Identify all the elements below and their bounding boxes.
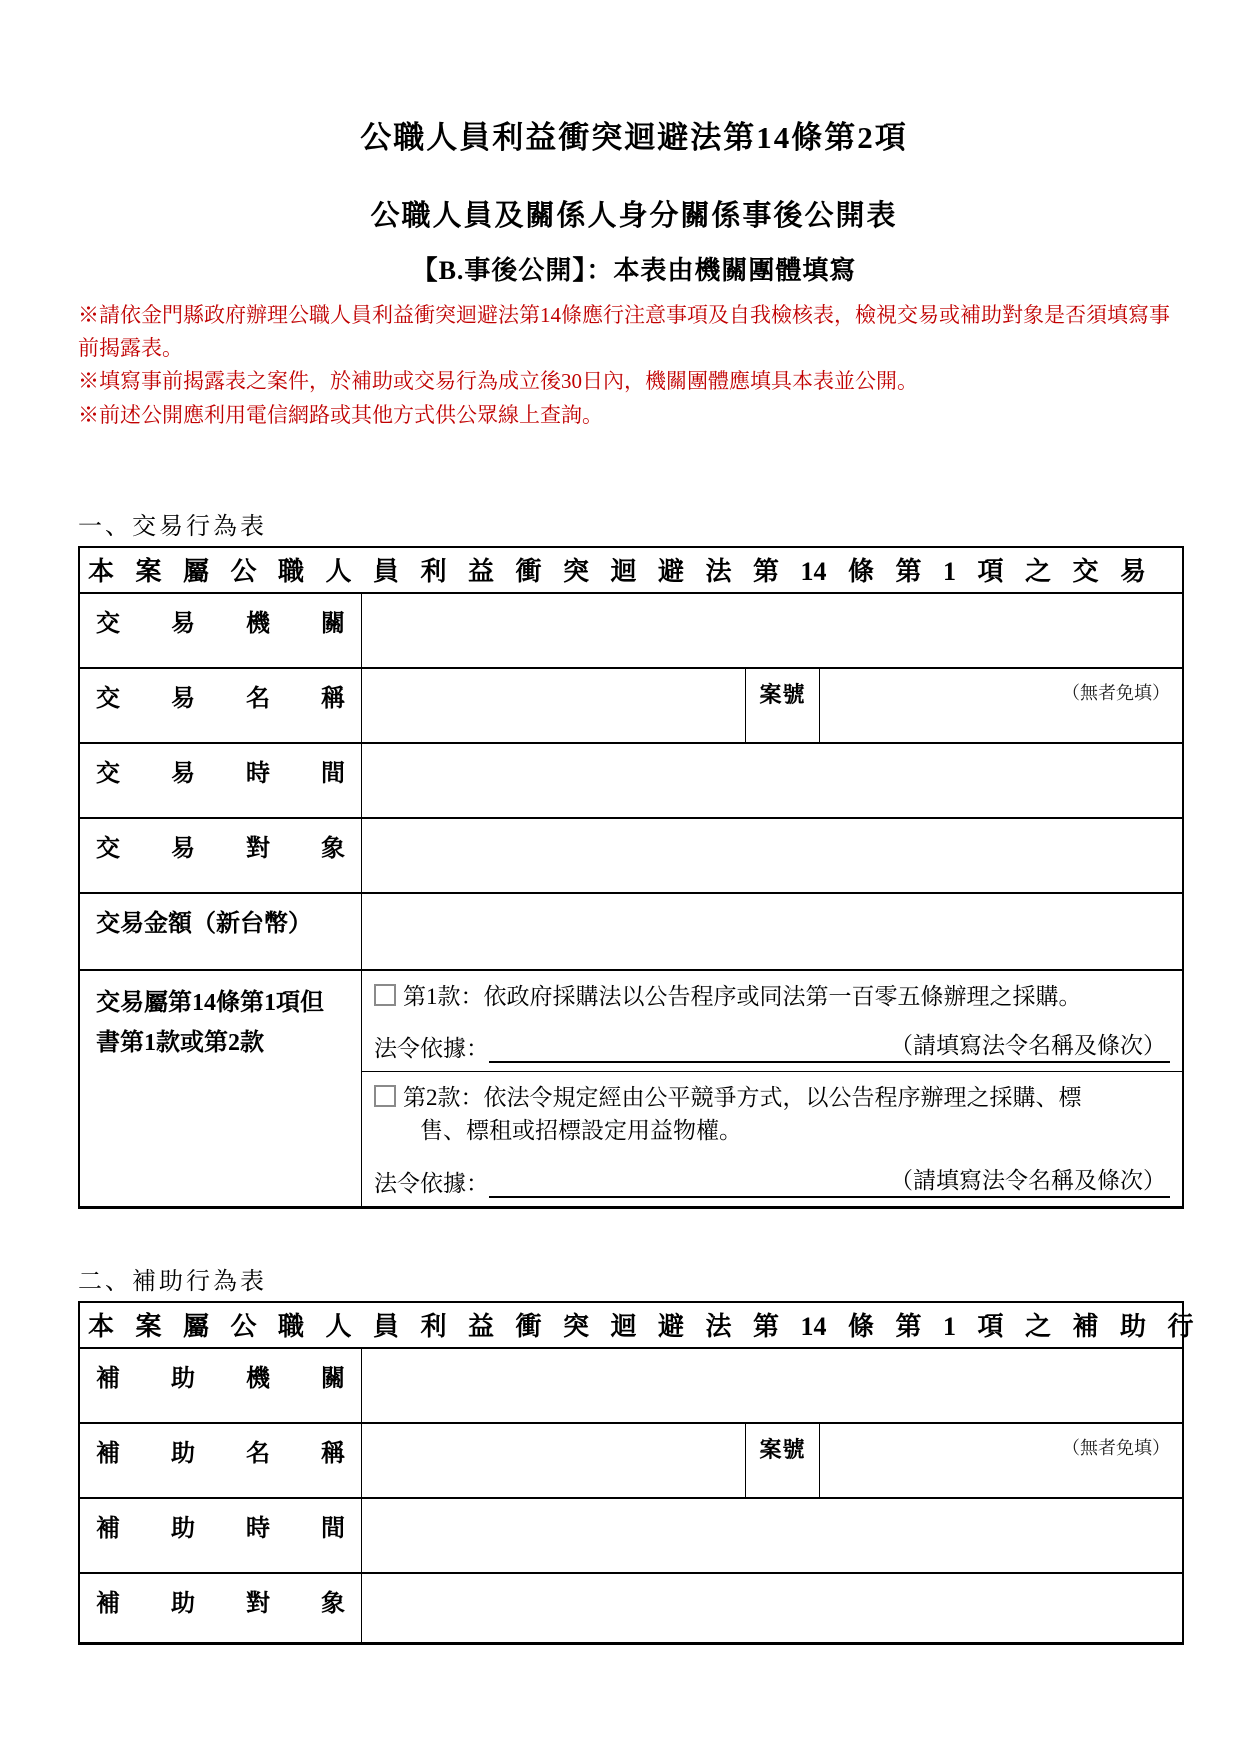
- transaction-clause-row: [80, 971, 1182, 1206]
- transaction-amount-label: 交易金額（新台幣）: [80, 894, 362, 969]
- subsidy-organ-blank: [362, 1349, 1182, 1422]
- subsidy-target-row: [80, 1574, 1182, 1642]
- transaction-clause-label: 交易屬第14條第1項但書第1款或第2款: [80, 971, 362, 1206]
- subsidy-time-blank: [362, 1499, 1182, 1572]
- note-item-2: ※填寫事前揭露表之案件，於補助或交易行為成立後30日內，機關團體應填具本表並公開。: [78, 369, 918, 394]
- clause1-basis-blank-line: [489, 1027, 1170, 1063]
- transaction-case-no-label: 案號: [746, 669, 820, 742]
- subsidy-case-no-label: 案號: [746, 1424, 820, 1497]
- section-title-transaction: 一、交易行為表: [78, 513, 267, 540]
- transaction-amount-row: [80, 894, 1182, 971]
- transaction-name-label: 交易名稱: [80, 669, 362, 742]
- transaction-table: [78, 546, 1184, 1209]
- clause2-text-line1: 第2款：依法令規定經由公平競爭方式，以公告程序辦理之採購、標: [403, 1085, 1082, 1111]
- transaction-organ-row: [80, 594, 1182, 669]
- clause2-line2: 售、標租或招標設定用益物權。: [420, 1118, 742, 1144]
- transaction-time-blank: [362, 744, 1182, 817]
- clause1-checkbox-icon: [374, 984, 396, 1006]
- transaction-organ-label: 交易機關: [80, 594, 362, 667]
- subsidy-organ-label: 補助機關: [80, 1349, 362, 1422]
- subsidy-organ-row: [80, 1349, 1182, 1424]
- clause2-basis-blank-line: [489, 1162, 1170, 1198]
- transaction-counterparty-row: [80, 819, 1182, 894]
- subsidy-target-blank: [362, 1574, 1182, 1642]
- clause2-basis-row: [374, 1148, 1170, 1198]
- clause1-basis-label: 法令依據：: [374, 1036, 489, 1062]
- transaction-counterparty-label: 交易對象: [80, 819, 362, 892]
- subsidy-target-label: 補助對象: [80, 1574, 362, 1642]
- clause1-basis-row: [374, 1013, 1170, 1063]
- subsidy-time-row: [80, 1499, 1182, 1574]
- transaction-time-row: [80, 744, 1182, 819]
- clause1-option: [362, 971, 1182, 1072]
- subsidy-time-label: 補助時間: [80, 1499, 362, 1572]
- subsidy-name-row: [80, 1424, 1182, 1499]
- transaction-time-label: 交易時間: [80, 744, 362, 817]
- transaction-table-header: 本 案 屬 公 職 人 員 利 益 衝 突 迴 避 法 第 14 條 第 1 項 之 交 易: [80, 548, 1182, 594]
- transaction-clause-options: [362, 971, 1182, 1206]
- clause1-text: 第1款：依政府採購法以公告程序或同法第一百零五條辦理之採購。: [403, 983, 1082, 1009]
- doc-subtitle: 【B.事後公開】：本表由機關團體填寫: [411, 256, 857, 285]
- note-item-1: ※請依金門縣政府辦理公職人員利益衝突迴避法第14條應行注意事項及自我檢核表，檢視交易或補助對象是否須填寫事前揭露表。: [78, 303, 1170, 361]
- clause1-line: [374, 980, 1170, 1013]
- note-item-3: ※前述公開應利用電信網路或其他方式供公眾線上查詢。: [78, 402, 603, 427]
- clause2-option: [362, 1072, 1182, 1206]
- subsidy-table-header: 本 案 屬 公 職 人 員 利 益 衝 突 迴 避 法 第 14 條 第 1 項 之 補 助 行: [80, 1303, 1182, 1349]
- clause2-basis-hint: （請填寫法令名稱及條次）: [890, 1167, 1166, 1193]
- doc-title-line1: 公職人員利益衝突迴避法第14條第2項: [360, 120, 908, 155]
- clause1-basis-hint: （請填寫法令名稱及條次）: [890, 1033, 1166, 1059]
- subsidy-case-no-hint: （無者免填）: [1062, 1437, 1170, 1458]
- transaction-counterparty-blank: [362, 819, 1182, 892]
- doc-title-line2: 公職人員及關係人身分關係事後公開表: [370, 200, 898, 232]
- transaction-name-row: [80, 669, 1182, 744]
- section-title-subsidy: 二、補助行為表: [78, 1268, 267, 1295]
- transaction-case-no-hint: （無者免填）: [1062, 682, 1170, 703]
- subsidy-table: [78, 1301, 1194, 1645]
- subsidy-name-blank: [362, 1424, 746, 1497]
- clause2-basis-label: 法令依據：: [374, 1170, 489, 1196]
- transaction-organ-blank: [362, 594, 1182, 667]
- transaction-amount-blank: [362, 894, 1182, 969]
- red-notes: [78, 299, 1190, 432]
- clause2-line1: [374, 1081, 1170, 1114]
- clause2-checkbox-icon: [374, 1085, 396, 1107]
- transaction-name-blank: [362, 669, 746, 742]
- subsidy-name-label: 補助名稱: [80, 1424, 362, 1497]
- document-content: [78, 0, 1194, 1645]
